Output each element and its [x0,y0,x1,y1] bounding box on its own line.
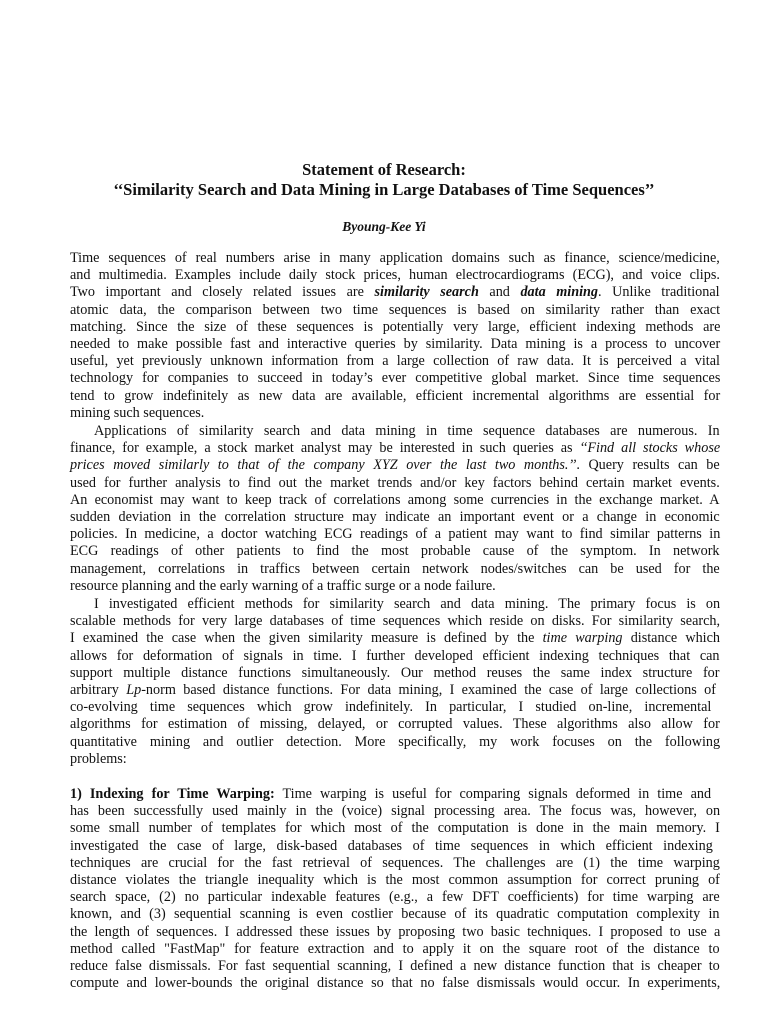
emphasis-similarity-search: similarity search [374,284,479,301]
text-line: useful, yet previously unknown information from a large collection of raw data. It is perceived a vital [70,353,720,370]
text-line: management, correlations in traffics between certain network nodes/switches can be used for the [70,560,720,577]
text-line: some small number of templates for which most of the computation is done in the main memory. I [70,820,720,837]
text-line: 1) Indexing for Time Warping: Time warping is useful for comparing signals deformed in time and [70,786,712,802]
text-line: compute and lower-bounds the original distance so that no false dismissals would occur. In experiments, [70,975,721,992]
text-line: policies. In medicine, a doctor watching ECG readings of a patient may want to find similar patterns in [70,526,721,543]
text-line: Time sequences of real numbers arise in many application domains such as finance, science/medicine, [70,250,720,266]
text-line: allows for deformation of signals in time. I further developed efficient indexing techniques that can [70,647,720,664]
text-line: the length of sequences. I addressed these issues by proposing two basic techniques. I proposed to use a [70,923,721,940]
text-line: problems: [70,750,127,767]
text-line: finance, for example, a stock market analyst may be interested in such queries as ‘‘Find all stocks whose [70,440,721,457]
text-line: techniques are crucial for the fast retrieval of sequences. The challenges are (1) the time warping [70,854,720,871]
text-line: quantitative mining and outlier detection. More specifically, my work focuses on the following [70,733,721,750]
text-line: I investigated efficient methods for similarity search and data mining. The primary focus is on [94,596,721,612]
text-line: scalable methods for very large databases of time sequences which reside on disks. For similarity search, [70,613,721,630]
text-line: method called "FastMap" for feature extraction and to apply it on the square root of the distance to [70,940,720,957]
text-line: mining such sequences. [70,404,205,421]
text-line: used for further analysis to find out the market trends and/or key factors behind certain market events. [70,474,720,491]
text-line: needed to make possible fast and interactive queries by similarity. Data mining is a process to uncover [70,335,721,352]
text-line: investigated the case of large, disk-based databases of time sequences in which efficient indexing [70,837,713,854]
text-line: Two important and closely related issues are similarity search and data mining. Unlike traditional [70,284,720,301]
text-line: An economist may want to keep track of correlations among some currencies in the exchange market. A [70,491,720,508]
text-line: ECG readings of other patients to find the most probable cause of the symptom. In network [70,543,720,560]
example-query-quote: ‘‘Find all stocks whose [579,440,721,457]
section-heading-indexing: 1) Indexing for Time Warping: [70,786,275,802]
text-line: prices moved similarly to that of the company XYZ over the last two months.’’. Query results can be [70,457,720,474]
emphasis-time-warping: time warping [542,630,623,647]
text-line: has been successfully used mainly in the (voice) signal processing area. The focus was, however, on [70,803,721,820]
text-line: tend to grow indefinitely as new data are available, efficient incremental algorithms are essential for [70,387,721,404]
emphasis-data-mining: data mining [520,284,599,301]
text-line: atomic data, the comparison between two time sequences is based on similarity rather than exact [70,301,721,318]
text-line: support multiple distance functions simultaneously. Our method reuses the same index structure for [70,664,720,681]
text-line: arbitrary Lp-norm based distance functions. For data mining, I examined the case of large collections of [70,681,716,698]
text-line: Applications of similarity search and data mining in time sequence databases are numerous. In [94,423,720,439]
text-line: and multimedia. Examples include daily stock prices, human electrocardiograms (ECG), and voice clips. [70,267,720,284]
paragraph-applications [70,423,720,595]
paragraph-indexing-time-warping [70,786,720,992]
text-line: sudden deviation in the correlation structure may indicate an important event or a change in economic [70,508,720,525]
author-name: Byoung-Kee Yi [342,219,426,234]
text-line: reduce false dismissals. For fast sequential scanning, I defined a new distance function that is cheaper to [70,957,720,974]
text-line: technology for companies to succeed in today’s ever competitive global market. Since time sequences [70,370,721,387]
paragraph-investigation [70,596,720,768]
text-line: co-evolving time sequences which grow indefinitely. In particular, I studied on-line, incremental [70,699,712,716]
text-line: matching. Since the size of these sequences is potentially very large, efficient indexing methods are [70,318,721,335]
text-line: search space, (2) no particular indexable features (e.g., a few DFT coefficients) for time warping are [70,889,720,906]
title-line-1: Statement of Research: [302,160,466,179]
text-line: distance violates the triangle inequality which is the most common assumption for correct pruning of [70,871,720,888]
emphasis-lp: Lp [126,681,142,698]
paragraph-intro [70,250,720,422]
text-line: I examined the case when the given similarity measure is defined by the time warping distance which [70,630,721,647]
text-line: known, and (3) sequential scanning is even costlier because of its quadratic computation complexity in [70,906,720,923]
text-line: resource planning and the early warning of a traffic surge or a node failure. [70,577,496,594]
text-line: algorithms for estimation of missing, delayed, or corrupted values. These algorithms also allow for [70,716,720,733]
title-line-2: ‘‘Similarity Search and Data Mining in Large Databases of Time Sequences’’ [113,180,655,199]
